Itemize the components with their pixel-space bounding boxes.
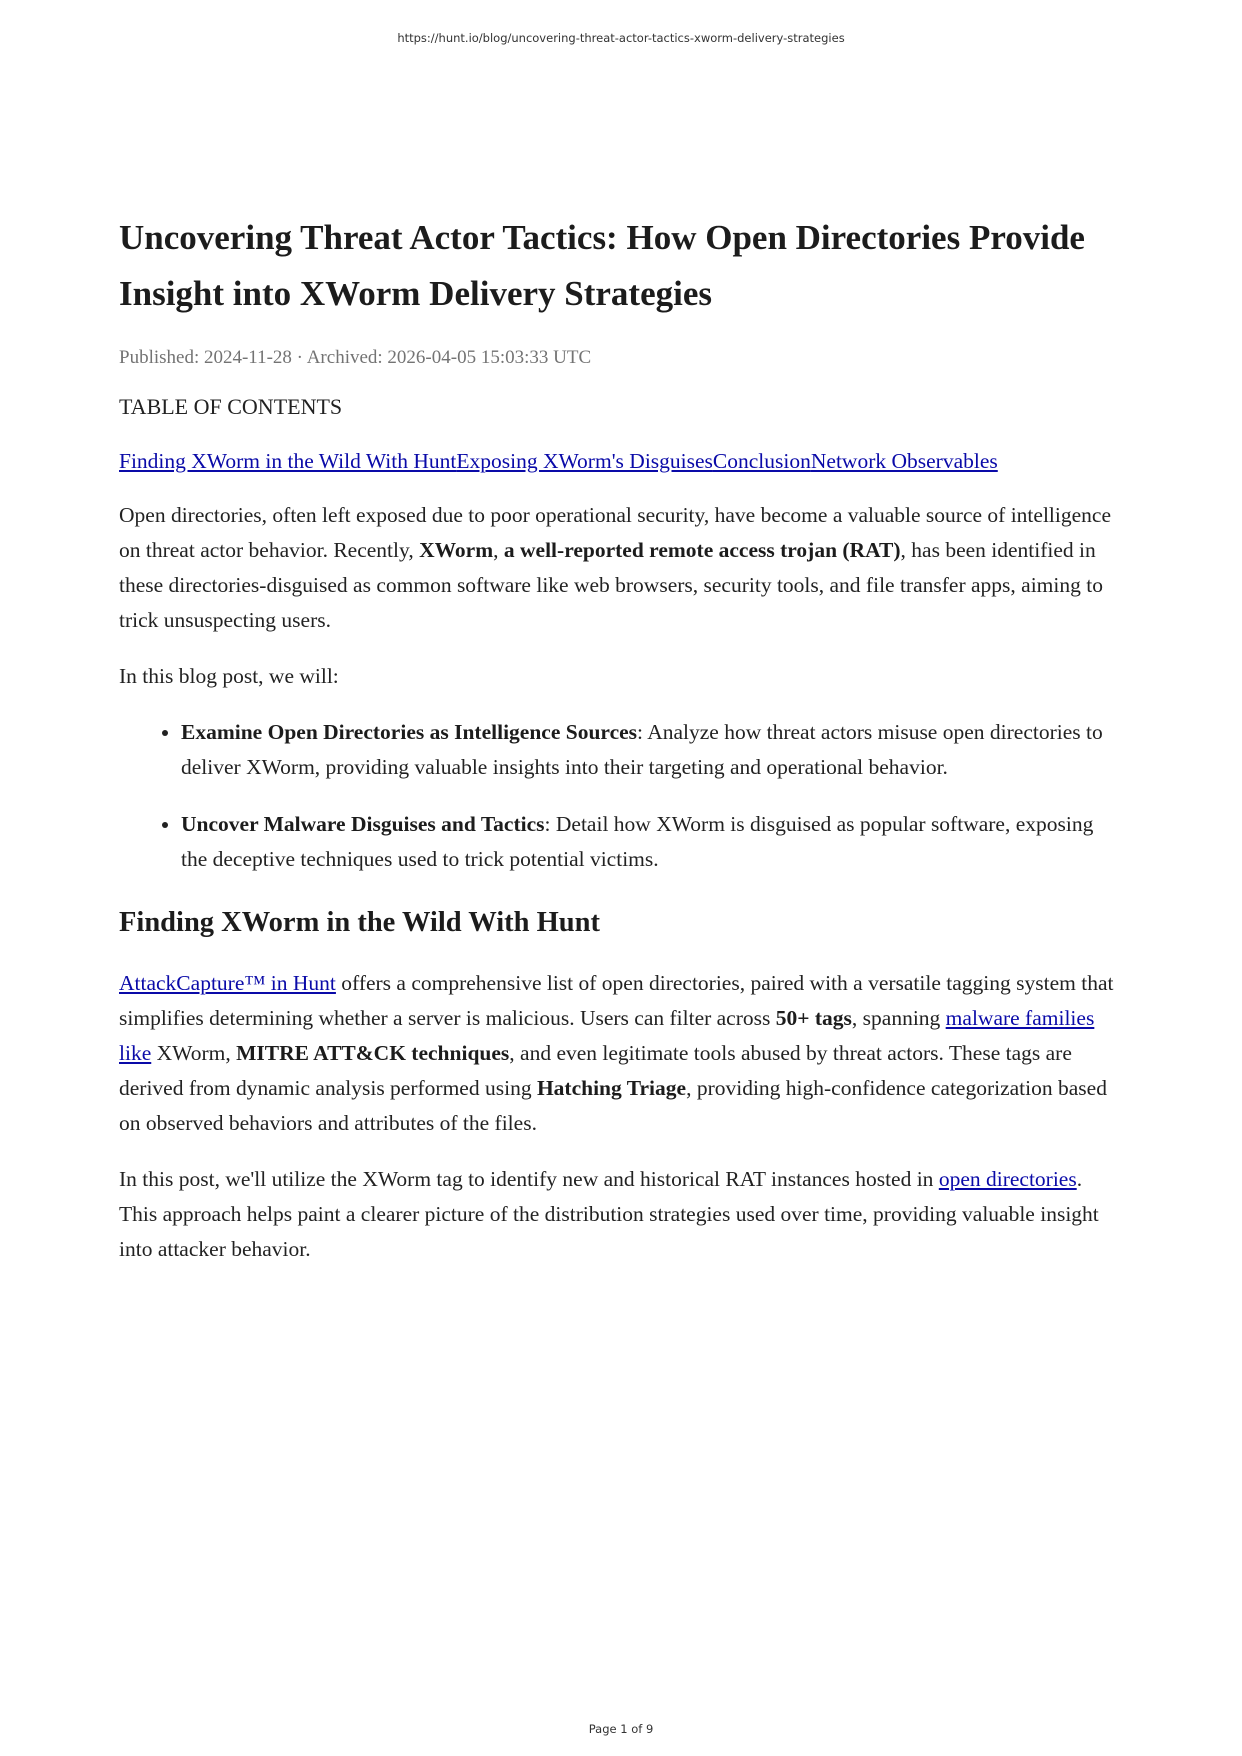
open-directories-link[interactable]: open directories xyxy=(938,1167,1077,1191)
bold-tags: 50+ tags xyxy=(775,1006,852,1030)
paragraph-text: , providing high-confidence categorization based on observed behaviors and attributes of the files. xyxy=(119,1076,1107,1135)
intro-paragraph xyxy=(119,498,1124,638)
toc-link-network-observables[interactable]: Network Observables xyxy=(810,449,998,473)
list-item xyxy=(181,715,1124,785)
bold-hatching-triage: Hatching Triage xyxy=(536,1076,687,1100)
attackcapture-link[interactable]: AttackCapture™ in Hunt xyxy=(119,971,336,995)
intro-text-1: Open directories, often left exposed due to poor operational security, have become a valuable source of intelligence on threat actor behavior. Recently, xyxy=(119,503,1111,562)
list-item-text: : Detail how XWorm is disguised as popular software, exposing the deceptive techniques used to trick potential victims. xyxy=(181,812,1094,871)
goals-list xyxy=(119,715,1124,877)
article-title: Uncovering Threat Actor Tactics: How Open Directories Provide Insight into XWorm Delivery Strategies xyxy=(119,218,1085,313)
attackcapture-paragraph xyxy=(119,966,1124,1141)
list-item-bold: Examine Open Directories as Intelligence Sources xyxy=(181,720,638,744)
list-item-text: : Analyze how threat actors misuse open directories to deliver XWorm, providing valuable insights into their targeting and operational behavior. xyxy=(181,720,1103,779)
toc-link-conclusion[interactable]: Conclusion xyxy=(712,449,811,473)
intro-bold-rat: a well-reported remote access trojan (RAT) xyxy=(503,538,901,562)
paragraph-text: , and even legitimate tools abused by threat actors. These tags are derived from dynamic analysis performed using xyxy=(119,1041,1072,1100)
bold-mitre: MITRE ATT&CK techniques xyxy=(236,1041,510,1065)
page-number-footer: Page 1 of 9 xyxy=(588,1722,654,1736)
toc-heading: TABLE OF CONTENTS xyxy=(119,394,343,419)
toc-link-exposing-disguises[interactable]: Exposing XWorm's Disguises xyxy=(456,449,713,473)
toc-link-finding-xworm[interactable]: Finding XWorm in the Wild With Hunt xyxy=(119,449,457,473)
intro-text-3: , has been identified in these directories-disguised as common software like web browsers, security tools, and file transfer apps, aiming to trick unsuspecting users. xyxy=(119,538,1103,632)
article-content xyxy=(119,210,1124,1267)
intro-lead-paragraph: In this blog post, we will: xyxy=(119,664,339,688)
malware-families-link[interactable]: malware families like xyxy=(119,1006,1095,1065)
paragraph-text: offers a comprehensive list of open directories, paired with a versatile tagging system that simplifies determining whether a server is malicious. Users can filter across xyxy=(119,971,1114,1030)
article-meta: Published: 2024-11-28 · Archived: 2026-04-05 15:03:33 UTC xyxy=(119,347,592,368)
list-item-bold: Uncover Malware Disguises and Tactics xyxy=(181,812,545,836)
toc-links xyxy=(119,446,1124,476)
intro-text-2: , xyxy=(493,538,504,562)
section-heading-finding-xworm: Finding XWorm in the Wild With Hunt xyxy=(119,907,600,938)
xworm-tag-paragraph xyxy=(119,1162,1124,1267)
paragraph-text: XWorm, xyxy=(151,1041,237,1065)
paragraph-text: In this post, we'll utilize the XWorm tag to identify new and historical RAT instances hosted in xyxy=(119,1167,939,1191)
print-url-header: https://hunt.io/blog/uncovering-threat-actor-tactics-xworm-delivery-strategies xyxy=(397,31,845,45)
paragraph-text: , spanning xyxy=(851,1006,946,1030)
intro-bold-xworm: XWorm xyxy=(419,538,494,562)
paragraph-text: . This approach helps paint a clearer picture of the distribution strategies used over time, providing valuable insight into attacker behavior. xyxy=(119,1167,1099,1261)
list-item xyxy=(181,807,1124,877)
